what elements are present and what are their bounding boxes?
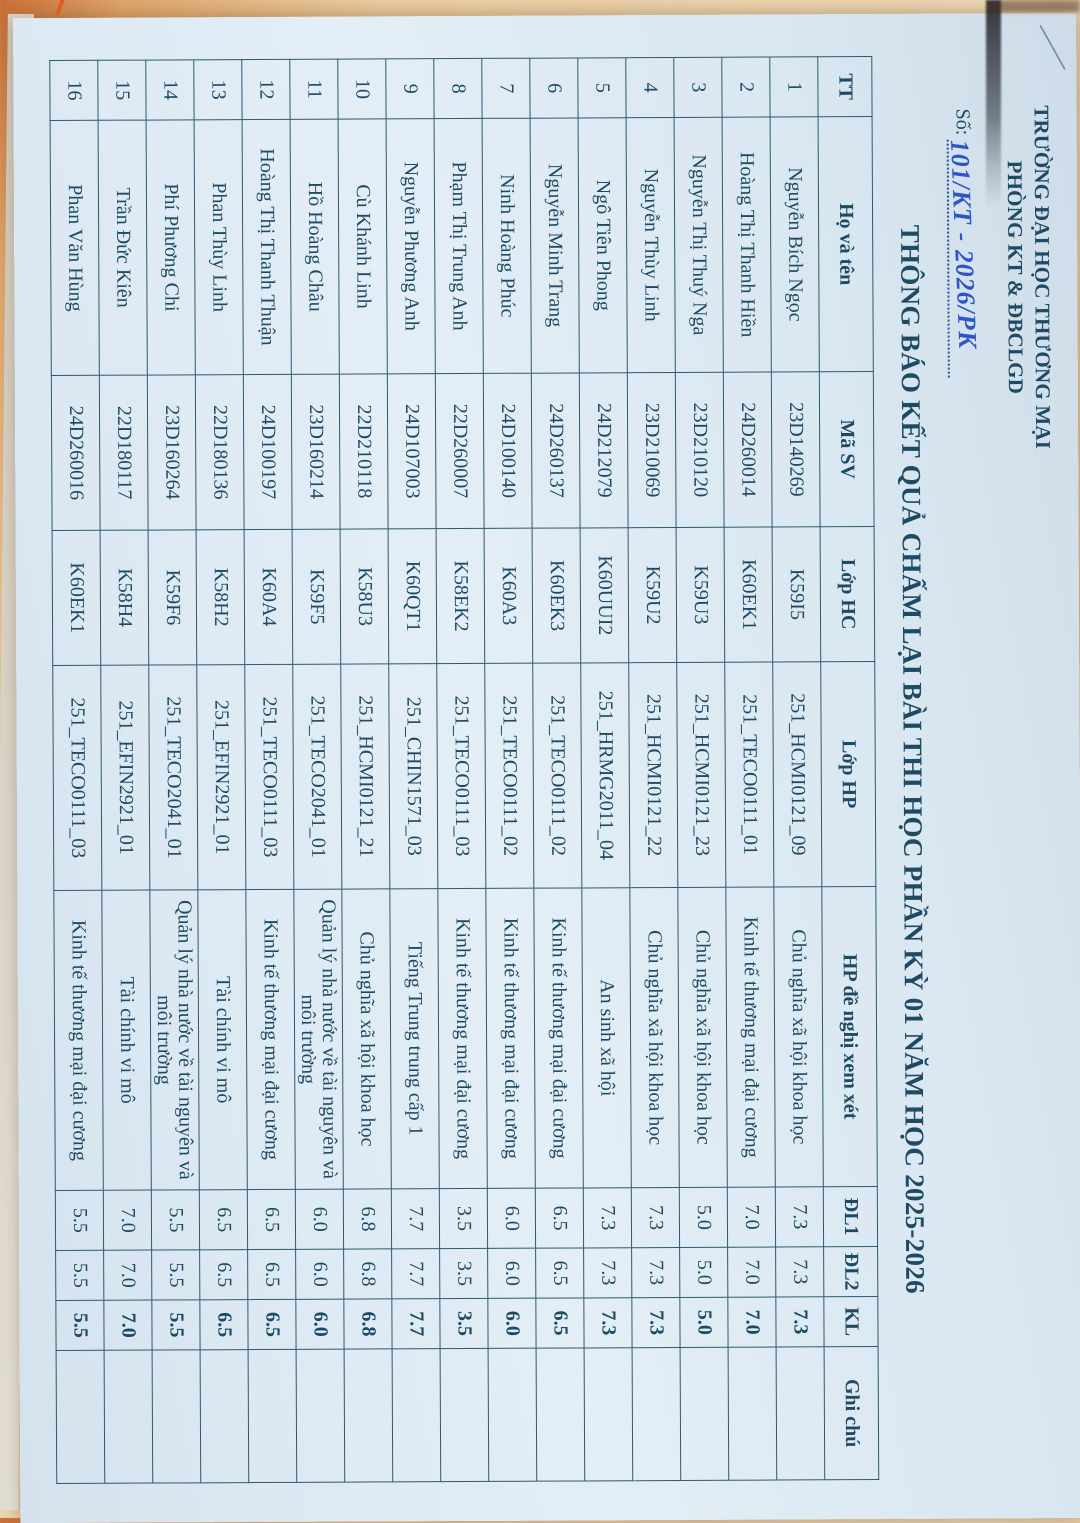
cell-lophp: 251_HCMI0121_21 [341, 664, 390, 889]
cell-masv: 23D210120 [675, 372, 724, 527]
cell-lophc: K60UUI2 [580, 528, 629, 663]
cell-tt: 14 [146, 60, 194, 120]
cell-lophc: K60EK1 [52, 530, 101, 665]
cell-masv: 22D180117 [99, 375, 148, 530]
table-row [338, 59, 393, 1482]
cell-note [248, 1349, 297, 1482]
paper-sheet [13, 13, 1080, 1523]
table-row [530, 58, 585, 1481]
cell-lophc: K60A3 [484, 528, 533, 663]
cell-tt: 15 [98, 60, 146, 120]
org-line-university: TRƯỜNG ĐẠI HỌC THƯƠNG MẠI [1029, 105, 1056, 450]
table-row [194, 60, 249, 1483]
cell-tt: 2 [722, 57, 770, 117]
cell-dl2: 6.5 [536, 1248, 584, 1298]
cell-dl1: 6.0 [295, 1189, 343, 1249]
header-cell-hp: HP đề nghị xem xét [822, 887, 877, 1187]
cell-lophp: 251_TECO0111_03 [53, 665, 102, 890]
cell-name: Nguyễn Thùy Linh [626, 117, 675, 372]
header-cell-note: Ghi chú [824, 1347, 879, 1480]
cell-dl2: 3.5 [440, 1248, 488, 1298]
cell-hp: Kinh tế thương mại đại cương [438, 888, 487, 1188]
cell-hp: Chủ nghĩa xã hội khoa học [774, 887, 823, 1187]
cell-note [392, 1349, 441, 1482]
cell-tt: 3 [674, 57, 722, 117]
cell-dl2: 6.0 [488, 1248, 536, 1298]
cell-dl2: 7.3 [632, 1247, 680, 1297]
cell-kl: 7.0 [728, 1297, 776, 1347]
cell-kl: 5.5 [56, 1300, 104, 1350]
cell-masv: 22D260007 [435, 373, 484, 528]
table-body [50, 57, 825, 1484]
cell-tt: 6 [530, 58, 578, 118]
table-row [482, 58, 537, 1481]
cell-tt: 9 [386, 59, 434, 119]
cell-kl: 7.3 [776, 1297, 824, 1347]
table-row [98, 60, 153, 1483]
cell-lophp: 251_TECO0111_02 [533, 663, 582, 888]
cell-kl: 5.0 [680, 1297, 728, 1347]
cell-note [104, 1350, 153, 1483]
cell-name: Phan Văn Hùng [50, 120, 99, 375]
table-row [626, 57, 681, 1480]
document-number-line [947, 108, 981, 377]
header-cell-masv: Mã SV [819, 372, 874, 527]
table-row [242, 59, 297, 1482]
cell-dl1: 7.0 [103, 1190, 151, 1250]
header-cell-dl2: ĐL2 [824, 1247, 878, 1297]
cell-lophp: 251_EFIN2921_01 [197, 665, 246, 890]
cell-note [296, 1349, 345, 1482]
cell-tt: 8 [434, 58, 482, 118]
cell-lophp: 251_HCMI0121_22 [629, 662, 678, 887]
cell-lophp: 251_TECO0111_02 [485, 663, 534, 888]
shadow-streak [986, 0, 1001, 208]
cell-masv: 23D210069 [627, 372, 676, 527]
cell-dl1: 5.5 [55, 1190, 103, 1250]
header-cell-lophp: Lớp HP [821, 662, 876, 887]
cell-lophp: 251_TECO0111_03 [437, 663, 486, 888]
cell-tt: 10 [338, 59, 386, 119]
cell-hp: Quản lý nhà nước về tài nguyên và môi trường [294, 889, 343, 1189]
cell-dl1: 7.0 [727, 1187, 775, 1247]
cell-note [536, 1348, 585, 1481]
cell-kl: 6.5 [536, 1298, 584, 1348]
cell-tt: 4 [626, 57, 674, 117]
cell-masv: 24D260016 [51, 375, 100, 530]
cell-hp: Kinh tế thương mại đại cương [726, 887, 775, 1187]
cell-note [440, 1348, 489, 1481]
cell-dl1: 5.5 [151, 1190, 199, 1250]
cell-name: Ngô Tiên Phong [578, 118, 627, 373]
cell-lophc: K60A4 [244, 529, 293, 664]
cell-name: Nguyễn Thị Thuý Nga [674, 117, 723, 372]
pen-mark [1039, 25, 1066, 70]
cell-name: Phí Phương Chi [146, 120, 195, 375]
table-row [50, 60, 105, 1483]
so-dotted-line [947, 139, 981, 377]
cell-dl1: 3.5 [439, 1188, 487, 1248]
table-row [578, 58, 633, 1481]
header-cell-dl1: ĐL1 [823, 1187, 877, 1247]
cell-dl1: 6.5 [535, 1188, 583, 1248]
cell-dl2: 5.0 [680, 1247, 728, 1297]
cell-hp: Chủ nghĩa xã hội khoa học [678, 887, 727, 1187]
cell-masv: 24D260014 [723, 372, 772, 527]
cell-lophc: K59F6 [148, 530, 197, 665]
cell-note [200, 1350, 249, 1483]
cell-name: Trần Đức Kiên [98, 120, 147, 375]
cell-dl1: 6.5 [199, 1190, 247, 1250]
cell-masv: 22D180136 [195, 375, 244, 530]
cell-hp: Kinh tế thương mại đại cương [534, 888, 583, 1188]
cell-name: Nguyễn Minh Trang [530, 118, 579, 373]
cell-dl2: 6.5 [248, 1249, 296, 1299]
org-block [1000, 97, 1056, 457]
table-row [146, 60, 201, 1483]
so-label: Số: [951, 108, 974, 136]
cell-note [488, 1348, 537, 1481]
cell-masv: 23D140269 [771, 372, 820, 527]
cell-hp: Chủ nghĩa xã hội khoa học [342, 889, 391, 1189]
corner-shadow [998, 0, 1080, 12]
cell-tt: 16 [50, 60, 98, 120]
cell-note [680, 1347, 729, 1480]
cell-hp: Tiếng Trung trung cấp 1 [390, 889, 439, 1189]
org-line-department: PHÒNG KT & ĐBCLGD [1002, 160, 1028, 395]
cell-kl: 6.0 [296, 1299, 344, 1349]
cell-kl: 6.5 [200, 1300, 248, 1350]
cell-lophp: 251_TECO0111_03 [245, 664, 294, 889]
cell-masv: 24D212079 [579, 373, 628, 528]
cell-dl2: 6.0 [296, 1249, 344, 1299]
cell-dl2: 6.8 [344, 1249, 392, 1299]
cell-name: Nguyễn Phương Anh [386, 119, 435, 374]
cell-name: Phạm Thị Trung Anh [434, 118, 483, 373]
cell-dl2: 7.0 [728, 1247, 776, 1297]
cell-note [776, 1347, 825, 1480]
table-header-row [818, 57, 879, 1480]
cell-dl1: 7.7 [391, 1189, 439, 1249]
cell-masv: 24D260137 [531, 373, 580, 528]
cell-dl1: 6.0 [487, 1188, 535, 1248]
cell-lophc: K59U3 [676, 527, 725, 662]
cell-dl2: 7.3 [584, 1248, 632, 1298]
cell-lophc: K60EK3 [532, 528, 581, 663]
cell-lophc: K60EK1 [724, 527, 773, 662]
cell-masv: 23D160264 [147, 375, 196, 530]
cell-lophp: 251_TECO2041_01 [149, 665, 198, 890]
cell-note [632, 1347, 681, 1480]
cell-kl: 3.5 [440, 1298, 488, 1348]
cell-hp: An sinh xã hội [582, 888, 631, 1188]
cell-tt: 1 [770, 57, 818, 117]
cell-masv: 22D210118 [339, 374, 388, 529]
cell-dl1: 7.3 [583, 1188, 631, 1248]
table-row [290, 59, 345, 1482]
cell-dl1: 7.3 [631, 1187, 679, 1247]
cell-lophp: 251_HCMI0121_09 [773, 662, 822, 887]
cell-masv: 24D100197 [243, 374, 292, 529]
cell-note [728, 1347, 777, 1480]
cell-note [344, 1349, 393, 1482]
table-row [434, 58, 489, 1481]
cell-lophp: 251_TECO0111_01 [725, 662, 774, 887]
cell-name: Hoàng Thị Thanh Thuận [242, 119, 291, 374]
cell-hp: Quản lý nhà nước về tài nguyên và môi trường [150, 890, 199, 1190]
cell-note [56, 1350, 105, 1483]
cell-kl: 7.3 [584, 1298, 632, 1348]
cell-name: Hoàng Thị Thanh Hiền [722, 117, 771, 372]
cell-hp: Kinh tế thương mại đại cương [246, 889, 295, 1189]
cell-dl2: 5.5 [56, 1250, 104, 1300]
cell-name: Ninh Hoàng Phúc [482, 118, 531, 373]
cell-name: Nguyễn Bích Ngọc [770, 117, 819, 372]
cell-name: Hồ Hoàng Châu [290, 119, 339, 374]
header-cell-lophc: Lớp HC [820, 527, 875, 662]
cell-tt: 5 [578, 58, 626, 118]
cell-dl1: 6.8 [343, 1189, 391, 1249]
cell-dl1: 5.0 [679, 1187, 727, 1247]
cell-dl2: 7.3 [776, 1247, 824, 1297]
cell-lophc: K58U3 [340, 529, 389, 664]
cell-hp: Kinh tế thương mại đại cương [486, 888, 535, 1188]
cell-lophp: 251_CHIN1571_03 [389, 664, 438, 889]
document-title: THÔNG BÁO KẾT QUẢ CHẤM LẠI BÀI THI HỌC PHẦN KỲ 01 NĂM HỌC 2025-2026 [895, 224, 931, 1294]
cell-tt: 12 [242, 59, 290, 119]
cell-lophc: K58EK2 [436, 528, 485, 663]
cell-kl: 6.5 [248, 1299, 296, 1349]
cell-kl: 5.5 [152, 1300, 200, 1350]
cell-masv: 24D100140 [483, 373, 532, 528]
table-row [722, 57, 777, 1480]
table-row [386, 59, 441, 1482]
cell-name: Cù Khánh Linh [338, 119, 387, 374]
cell-lophp: 251_HCMI0121_23 [677, 662, 726, 887]
cell-note [152, 1350, 201, 1483]
cell-lophc: K59U2 [628, 527, 677, 662]
cell-hp: Tài chính vi mô [198, 890, 247, 1190]
cell-lophc: K58H2 [196, 530, 245, 665]
cell-lophp: 251_HRMG2011_04 [581, 663, 630, 888]
table-row [770, 57, 825, 1480]
cell-name: Phan Thùy Linh [194, 120, 243, 375]
cell-lophp: 251_TECO2041_01 [293, 664, 342, 889]
so-handwritten-value: 101/KT - 2026/PK [945, 138, 983, 350]
cell-dl2: 7.7 [392, 1249, 440, 1299]
cell-lophc: K60QT1 [388, 529, 437, 664]
table-header [818, 57, 879, 1480]
cell-lophp: 251_EFIN2921_01 [101, 665, 150, 890]
header-cell-tt: TT [818, 57, 872, 117]
cell-tt: 13 [194, 60, 242, 120]
cell-dl2: 7.0 [104, 1250, 152, 1300]
cell-hp: Kinh tế thương mại đại cương [54, 890, 103, 1190]
cell-lophc: K59F5 [292, 529, 341, 664]
table-row [674, 57, 729, 1480]
cell-kl: 6.0 [488, 1298, 536, 1348]
cell-dl1: 7.3 [775, 1187, 823, 1247]
cell-note [584, 1348, 633, 1481]
cell-hp: Tài chính vi mô [102, 890, 151, 1190]
cell-dl2: 6.5 [200, 1250, 248, 1300]
cell-hp: Chủ nghĩa xã hội khoa học [630, 887, 679, 1187]
cell-kl: 7.7 [392, 1299, 440, 1349]
cell-dl2: 5.5 [152, 1250, 200, 1300]
cell-tt: 11 [290, 59, 338, 119]
cell-lophc: K59I5 [772, 527, 821, 662]
cell-tt: 7 [482, 58, 530, 118]
cell-dl1: 6.5 [247, 1189, 295, 1249]
header-cell-kl: KL [824, 1297, 878, 1347]
header-cell-name: Họ và tên [818, 117, 873, 372]
cell-lophc: K58H4 [100, 530, 149, 665]
cell-kl: 6.8 [344, 1299, 392, 1349]
results-table [49, 56, 879, 1484]
cell-kl: 7.0 [104, 1300, 152, 1350]
cell-masv: 23D160214 [291, 374, 340, 529]
cell-kl: 7.3 [632, 1297, 680, 1347]
cell-masv: 24D107003 [387, 374, 436, 529]
